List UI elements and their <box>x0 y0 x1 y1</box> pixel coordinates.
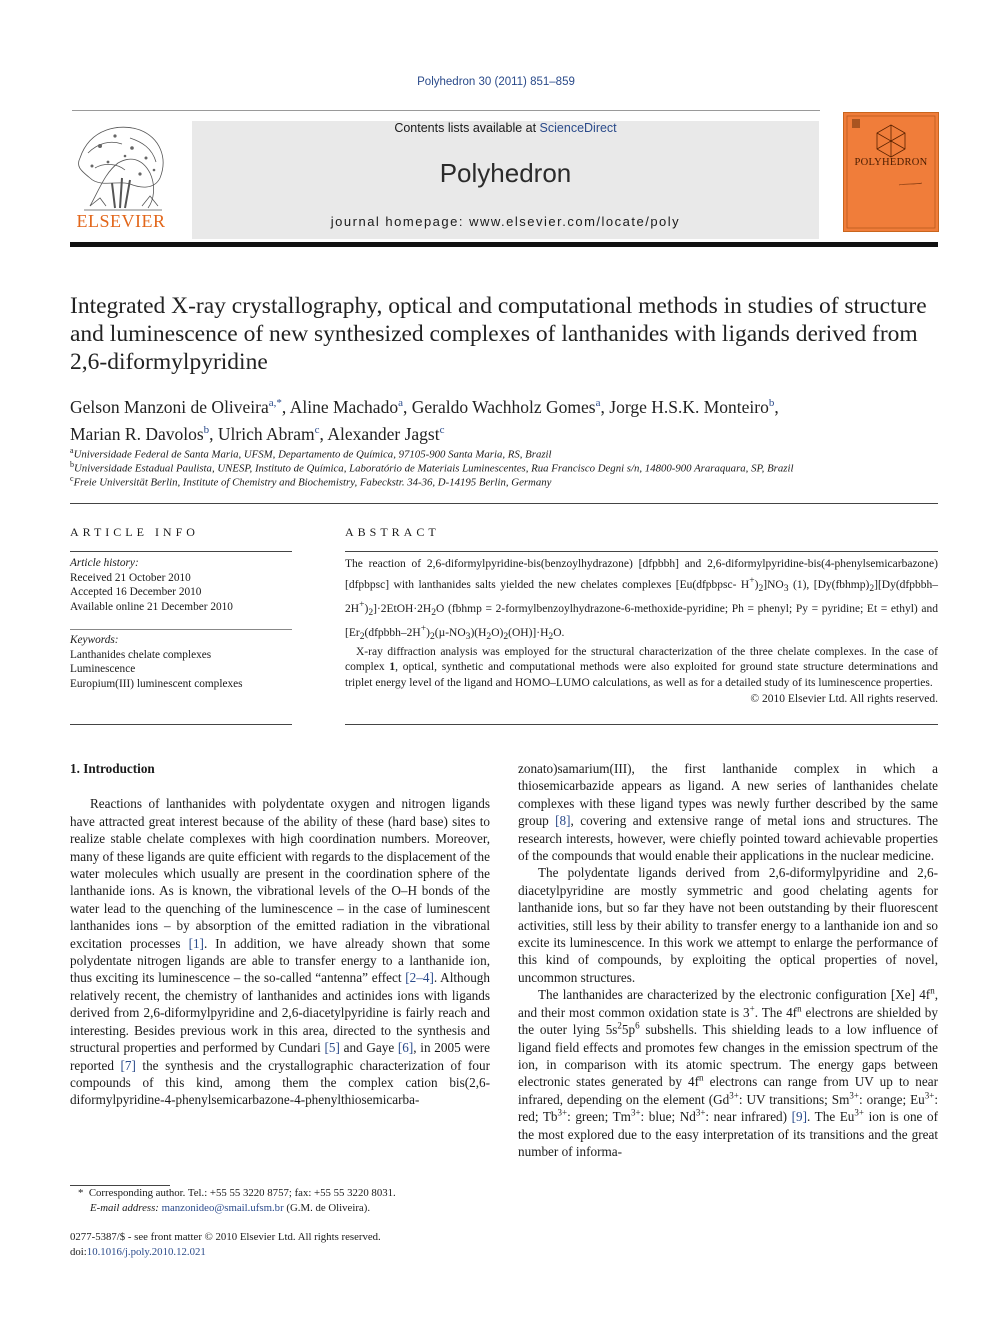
subscript: 2 <box>758 582 764 594</box>
body-text: electrons are shielded by the outer lying 5s <box>518 1004 938 1038</box>
affiliation-b <box>70 460 938 475</box>
body-text: 5p <box>621 1022 636 1038</box>
body-text: : red; Tb <box>518 1091 938 1125</box>
body-text: . Although relatively recent, the chemistry of lanthanides and actinides ions with ligands derived from 2,6-diformylpyridine and 2,6-diacetylpyridine is fairly reach and interesting. Besides previous work in this area, directed to the synthesis and structural properties and performed by Cundari <box>70 970 490 1056</box>
contents-line <box>192 121 819 135</box>
abstract-text: )(H <box>470 626 487 639</box>
author-list <box>70 392 938 446</box>
author-separator: , <box>319 423 328 444</box>
article-info-rule <box>70 551 292 552</box>
abstract-text: X-ray diffraction analysis was employed for the structural characterization of the three chelate complexes. In the case of complex <box>345 645 938 674</box>
abstract-text: ) <box>364 602 369 615</box>
body-paragraph: The polydentate ligands derived from 2,6-diformylpyridine and 2,6-diacetylpyridine are mostly symmetric and good chelating agents for lanthanide ions, but so far they have not been outstanding by their fluorescent activities, still less by their ability to transfer energy to a lanthanide ion and so excite its luminescence. In this work we attempt to enlarge the performance of this kind of compounds, by exploiting the optical properties of novel, uncommon structures. <box>518 865 938 985</box>
cover-title: POLYHEDRON <box>854 157 928 168</box>
body-text: Reactions of lanthanides with polydentate oxygen and nitrogen ligands have attracted great interest because of the ability of these (hard base) sites to realize stable chelate complexes with high coordination numbers. Moreover, many of these ligands are quite efficient with regards to the displacement of the water molecules which usually are present in the coordination sphere of the lanthanide ions. As is known, the vibrational levels of the O–H bonds of the water lead to the quenching of the luminescence – in the case of luminescent lanthanides ions – by absorption of the emitted radiation in the vibrational excitation processes <box>70 796 490 951</box>
body-text: zonato)samarium(III), the first lanthanide complex in which a thiosemicarbazide appears as ligand. A new series of lanthanides chelate complexes with these ligand types was newly further described by the same group <box>518 761 938 829</box>
body-text: : near infrared) <box>705 1109 792 1125</box>
abstract-text: ]·2EtOH·2H <box>373 602 432 615</box>
subscript: 2 <box>869 582 875 594</box>
abstract-text: (dfpbbh–2H <box>364 626 421 639</box>
history-label: Article history: <box>70 557 139 569</box>
citation-link[interactable]: [7] <box>120 1057 136 1073</box>
affiliation-key: b <box>70 460 74 469</box>
superscript: 3+ <box>695 1107 706 1118</box>
author-email-link[interactable]: manzonideo@smail.ufsm.br <box>161 1201 284 1214</box>
journal-cover-thumbnail[interactable] <box>843 112 939 232</box>
author-affil-marker[interactable]: a <box>398 397 403 409</box>
citation-link[interactable]: [9] <box>791 1109 808 1125</box>
body-text: : UV transitions; Sm <box>738 1091 850 1107</box>
body-paragraph <box>518 760 938 864</box>
citation-link[interactable]: [2–4] <box>405 970 434 986</box>
header-thick-rule <box>70 242 938 247</box>
body-column-right <box>518 760 938 1160</box>
article-info-bottom-rule <box>70 724 292 725</box>
superscript: 3+ <box>557 1107 568 1118</box>
author-affil-marker[interactable]: a,* <box>268 397 282 409</box>
author-separator: , <box>209 423 218 444</box>
body-text: The lanthanides are characterized by the electronic configuration [Xe] 4f <box>538 987 931 1003</box>
superscript: + <box>420 622 427 634</box>
body-text: . The 4f <box>754 1004 798 1020</box>
abstract-rule <box>345 551 938 552</box>
abstract-body <box>345 557 938 708</box>
front-matter-footer <box>70 1230 490 1259</box>
body-text: . In addition, we have already shown that some polydentate nitrogen ligands are able to transfer energy to a lanthanide ion, thus exciting its luminescence – the so-called “antenna” effect <box>70 935 490 986</box>
keywords-label: Keywords: <box>70 634 119 646</box>
online-date: Available online 21 December 2010 <box>70 600 233 613</box>
superscript: 3+ <box>854 1107 864 1118</box>
affiliation-divider <box>70 503 938 504</box>
header-divider <box>72 110 820 111</box>
sciencedirect-link[interactable]: ScienceDirect <box>539 121 617 135</box>
doi-link[interactable]: 10.1016/j.poly.2010.12.021 <box>86 1245 206 1258</box>
body-text: ion is one of the most explored due to the easy interpretation of its transitions and the great number of informa- <box>518 1109 938 1159</box>
superscript: + <box>749 1003 755 1014</box>
affiliation-text: Freie Universität Berlin, Institute of Chemistry and Biochemistry, Fabeckstr. 34-36, D-14195 Berlin, Germany <box>73 476 552 489</box>
body-text: and Gaye <box>339 1040 398 1056</box>
affiliation-c <box>70 474 938 489</box>
author-name[interactable]: Gelson Manzoni de Oliveira <box>70 396 269 417</box>
author-affil-marker[interactable]: c <box>314 423 320 436</box>
email-label: E-mail address: <box>90 1201 159 1214</box>
subscript: 3 <box>783 582 789 594</box>
journal-reference[interactable]: Polyhedron 30 (2011) 851–859 <box>417 76 575 88</box>
keyword: Europium(III) luminescent complexes <box>70 677 243 690</box>
abstract-text: , optical, synthetic and computational methods were also exploited for ground state structure determinations and triplet energy level of the ligand and HOMO–LUMO calculations, as well as for a detailed study of its luminescence properties. <box>345 661 938 690</box>
subscript: 2 <box>486 630 492 642</box>
body-text: subshells. This shielding leads to a low influence of ligand field effects and promotes few changes in the emission spectrum of the ion, in comparison with its atomic spectrum. The energy gaps between electronic states generated by 4f <box>518 1022 938 1090</box>
received-date: Received 21 October 2010 <box>70 571 191 584</box>
body-text: : blue; Nd <box>640 1109 696 1125</box>
abstract-text: O (fbhmp = 2-formylbenzoylhydrazone-6-methoxide-pyridine; Ph = phenyl; Py = pyridine; Et = ethyl) and [Er <box>345 602 938 639</box>
subscript: 2 <box>503 630 509 642</box>
superscript: n <box>797 1003 802 1014</box>
body-text: , in 2005 were reported <box>70 1040 491 1073</box>
citation-link[interactable]: [5] <box>324 1040 340 1056</box>
abstract-text: The reaction of 2,6-diformylpyridine-bis(benzoylhydrazone) [dfpbbh] and 2,6-diformylpyridine-bis(4-phenylsemicarbazone) [dfpbpsc] with lanthanides salts yielded the new chelates complexes [Eu(dfpbpsc- H <box>345 558 938 591</box>
accepted-date: Accepted 16 December 2010 <box>70 586 202 599</box>
superscript: 2 <box>617 1020 622 1031</box>
subscript: 3 <box>465 630 471 642</box>
superscript: 3+ <box>630 1107 641 1118</box>
subscript: 2 <box>368 606 374 618</box>
cover-polyhedron-icon <box>844 113 938 231</box>
abstract-copyright: © 2010 Elsevier Ltd. All rights reserved. <box>750 692 938 705</box>
abstract-text: (1), [Dy(fbhmp) <box>788 578 870 591</box>
elsevier-wordmark: ELSEVIER <box>76 211 166 231</box>
homepage-url[interactable]: www.elsevier.com/locate/poly <box>469 214 681 229</box>
author-affil-marker[interactable]: b <box>768 397 775 409</box>
article-history <box>70 556 292 614</box>
subscript: 2 <box>548 630 554 642</box>
keyword: Luminescence <box>70 663 136 676</box>
superscript: + <box>749 574 755 586</box>
author-name[interactable]: Alexander Jagst <box>327 423 440 444</box>
body-paragraph <box>518 986 938 1160</box>
body-text: : green; Tm <box>567 1109 631 1125</box>
superscript: 3+ <box>924 1090 935 1101</box>
abstract-paragraph <box>345 645 938 692</box>
body-text: : orange; Eu <box>858 1091 925 1107</box>
article-title: Integrated X-ray crystallography, optical and computational methods in studies of structure and luminescence of new synthesized complexes of lanthanides with ligands derived from 2,6-diformylpyridine <box>70 293 927 375</box>
author-name[interactable]: Jorge H.S.K. Monteiro <box>609 396 769 417</box>
footnote-corresponding: Corresponding author. Tel.: +55 55 3220 8757; fax: +55 55 3220 8031. <box>88 1187 396 1199</box>
superscript: 3+ <box>729 1090 739 1101</box>
section-heading: 1. Introduction <box>70 761 155 776</box>
corresponding-author-footnote <box>70 1186 490 1215</box>
body-text: , and their most common oxidation state is 3 <box>518 987 938 1020</box>
body-text: , covering and extensive range of metal ions and structures. The research interests, however, were chiefly pointed toward achievable properties of the compounds that would enable their applications in the nuclear medicine. <box>518 813 938 864</box>
abstract-heading: ABSTRACT <box>345 525 440 539</box>
abstract-paragraph <box>345 557 938 645</box>
keywords-rule <box>70 629 292 630</box>
abstract-text: ) <box>754 578 759 591</box>
body-paragraph <box>70 795 490 1108</box>
body-text: electrons can range from UV up to near infrared, depending on the element (Gd <box>518 1074 938 1107</box>
abstract-bottom-rule <box>345 724 938 725</box>
subscript: 2 <box>429 630 435 642</box>
affiliation-text: Universidade Estadual Paulista, UNESP, Instituto de Química, Laboratório de Materiais Luminescentes, Rua Francisco Degni s/n, 14800-900 Araraquara, SP, Brazil <box>74 462 794 475</box>
journal-homepage <box>192 214 819 229</box>
abstract-text: O) <box>491 626 504 639</box>
body-column-left <box>70 760 490 1109</box>
citation-link[interactable]: [1] <box>188 935 204 951</box>
author-separator: , <box>281 396 290 417</box>
subscript: 2 <box>359 630 365 642</box>
superscript: n <box>699 1072 704 1083</box>
author-name[interactable]: Marian R. Davolos <box>70 423 204 444</box>
keyword: Lanthanides chelate complexes <box>70 648 212 661</box>
citation-link[interactable]: [8] <box>555 813 571 829</box>
abstract-text: (OH)]·H <box>508 626 549 639</box>
author-name[interactable]: Geraldo Wachholz Gomes <box>411 396 596 417</box>
issn-line: 0277-5387/$ - see front matter © 2010 Elsevier Ltd. All rights reserved. <box>70 1231 381 1243</box>
author-separator: , <box>774 396 779 417</box>
author-separator: , <box>600 396 610 417</box>
body-text: the synthesis and the crystallographic characterization of four compounds of this kind, among them the complex cation bis(2,6-diformylpyridine-4-phenylsemicarbazone-4-phenylthiosemicarba- <box>70 1057 490 1108</box>
homepage-prefix: journal homepage: <box>330 214 470 229</box>
keywords <box>70 633 292 691</box>
footnote-star: * <box>78 1187 84 1199</box>
article-info-heading: ARTICLE INFO <box>70 525 199 539</box>
abstract-text: ]NO <box>763 578 784 591</box>
author-separator: , <box>402 396 412 417</box>
author-name[interactable]: Aline Machado <box>289 396 399 417</box>
affiliation-key: c <box>70 474 74 483</box>
journal-name: Polyhedron <box>439 158 572 188</box>
abstract-text: ][Dy(dfpbbh–2H <box>345 578 939 615</box>
affiliation-key: a <box>70 446 74 455</box>
email-suffix: (G.M. de Oliveira). <box>283 1201 371 1214</box>
superscript: n <box>930 985 935 996</box>
citation-link[interactable]: [6] <box>397 1040 414 1056</box>
superscript: 3+ <box>849 1090 859 1101</box>
author-affil-marker[interactable]: b <box>203 423 210 436</box>
superscript: 6 <box>635 1020 640 1031</box>
doi-label: doi: <box>70 1245 87 1258</box>
affiliation-text: Universidade Federal de Santa Maria, UFSM, Departamento de Química, 97105-900 Santa Maria, RS, Brazil <box>73 448 552 461</box>
compound-number: 1 <box>389 661 396 674</box>
body-text: . The Eu <box>807 1109 855 1125</box>
contents-prefix: Contents lists available at <box>394 121 540 135</box>
author-affil-marker[interactable]: c <box>439 423 445 436</box>
abstract-text: O. <box>553 626 565 639</box>
abstract-text: ) <box>426 626 430 639</box>
subscript: 2 <box>431 606 437 618</box>
superscript: + <box>359 598 365 610</box>
author-name[interactable]: Ulrich Abram <box>217 423 315 444</box>
affiliation-a <box>70 446 938 461</box>
author-affil-marker[interactable]: a <box>595 397 601 409</box>
abstract-text: (µ-NO <box>434 626 466 639</box>
